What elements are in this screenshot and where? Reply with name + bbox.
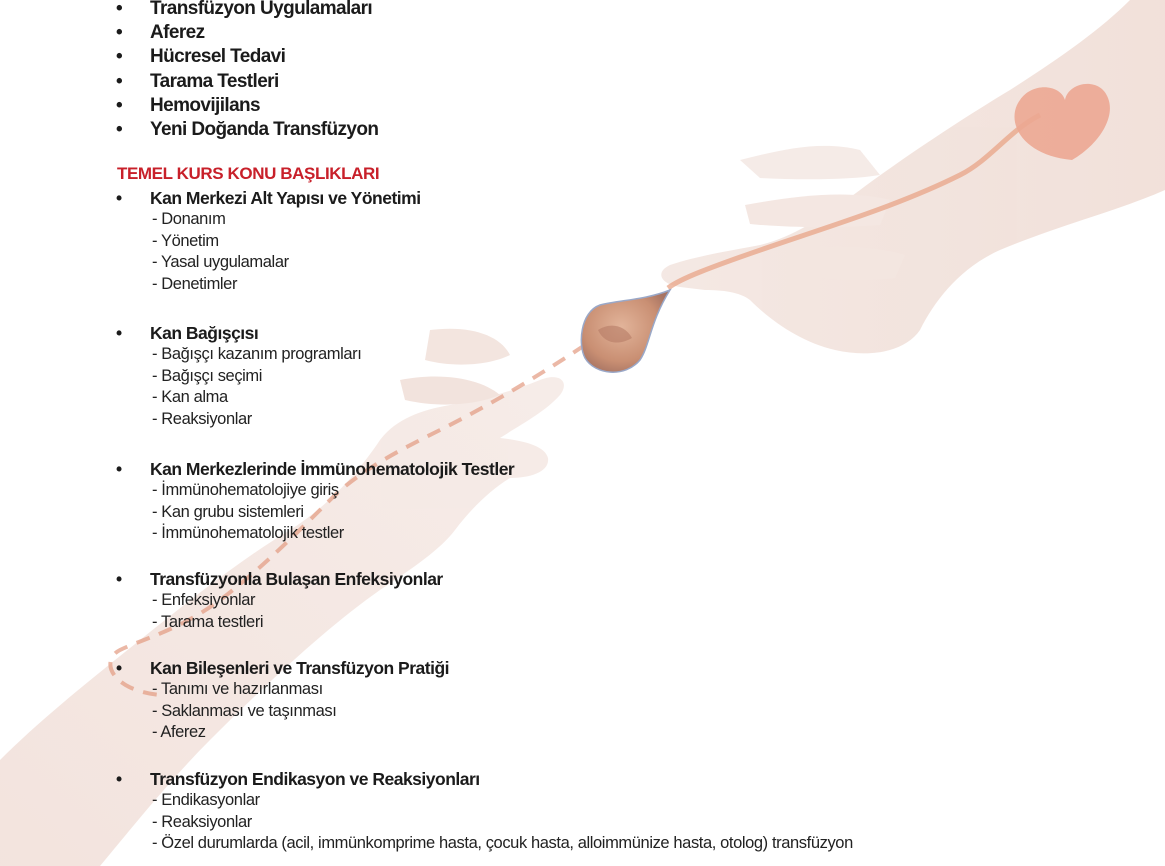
section-heading: TEMEL KURS KONU BAŞLIKLARI bbox=[117, 164, 380, 183]
subtopic-item: - Yönetim bbox=[152, 231, 219, 250]
list-item: • Aferez bbox=[116, 21, 378, 45]
subtopic-item: - İmmünohematolojik testler bbox=[152, 524, 344, 542]
list-item: • Hemovijilans bbox=[116, 94, 378, 118]
topic-block bbox=[116, 657, 449, 744]
subtopic-list bbox=[116, 590, 443, 633]
list-item: • Hücresel Tedavi bbox=[116, 45, 378, 69]
subtopic-list bbox=[116, 209, 421, 295]
topic-block bbox=[116, 322, 361, 430]
subtopic-item: - Denetimler bbox=[152, 274, 238, 293]
subtopic-list bbox=[116, 480, 514, 545]
subtopic-item: - Bağışçı kazanım programları bbox=[152, 345, 362, 363]
subtopic-item: - Kan alma bbox=[152, 388, 228, 406]
topic-block bbox=[116, 568, 443, 633]
list-item: • Transfüzyon Uygulamaları bbox=[116, 0, 378, 21]
list-item: • Tarama Testleri bbox=[116, 70, 378, 94]
topic-title: • Kan Bağışçısı bbox=[116, 322, 361, 344]
subtopic-list bbox=[116, 790, 853, 855]
subtopic-item: - Tarama testleri bbox=[152, 612, 264, 631]
subtopic-item: - Yasal uygulamalar bbox=[152, 253, 289, 271]
subtopic-item: - İmmünohematolojiye giriş bbox=[152, 481, 339, 499]
subtopic-item: - Reaksiyonlar bbox=[152, 409, 252, 428]
topic-block bbox=[116, 187, 421, 295]
subtopic-item: - Özel durumlarda (acil, immünkomprime hasta, çocuk hasta, alloimmünize hasta, otolog) transfüzyon bbox=[152, 834, 853, 852]
subtopic-item: - Saklanması ve taşınması bbox=[152, 701, 337, 720]
topic-title: • Transfüzyonla Bulaşan Enfeksiyonlar bbox=[116, 568, 443, 590]
topic-block bbox=[116, 768, 853, 855]
top-topic-list bbox=[116, 0, 378, 142]
subtopic-list bbox=[116, 344, 361, 430]
subtopic-list bbox=[116, 679, 449, 744]
topic-title: • Kan Merkezlerinde İmmünohematolojik Testler bbox=[116, 458, 514, 480]
topic-title: • Kan Merkezi Alt Yapısı ve Yönetimi bbox=[116, 187, 421, 209]
topic-title: • Transfüzyon Endikasyon ve Reaksiyonları bbox=[116, 768, 853, 790]
subtopic-item: - Endikasyonlar bbox=[152, 791, 260, 809]
subtopic-item: - Reaksiyonlar bbox=[152, 812, 252, 831]
subtopic-item: - Tanımı ve hazırlanması bbox=[152, 680, 323, 698]
subtopic-item: - Enfeksiyonlar bbox=[152, 591, 256, 609]
topic-block bbox=[116, 458, 514, 545]
subtopic-item: - Donanım bbox=[152, 210, 226, 228]
topic-title: • Kan Bileşenleri ve Transfüzyon Pratiği bbox=[116, 657, 449, 679]
subtopic-item: - Kan grubu sistemleri bbox=[152, 502, 304, 521]
list-item: • Yeni Doğanda Transfüzyon bbox=[116, 118, 378, 142]
subtopic-item: - Bağışçı seçimi bbox=[152, 366, 263, 385]
subtopic-item: - Aferez bbox=[152, 723, 206, 741]
